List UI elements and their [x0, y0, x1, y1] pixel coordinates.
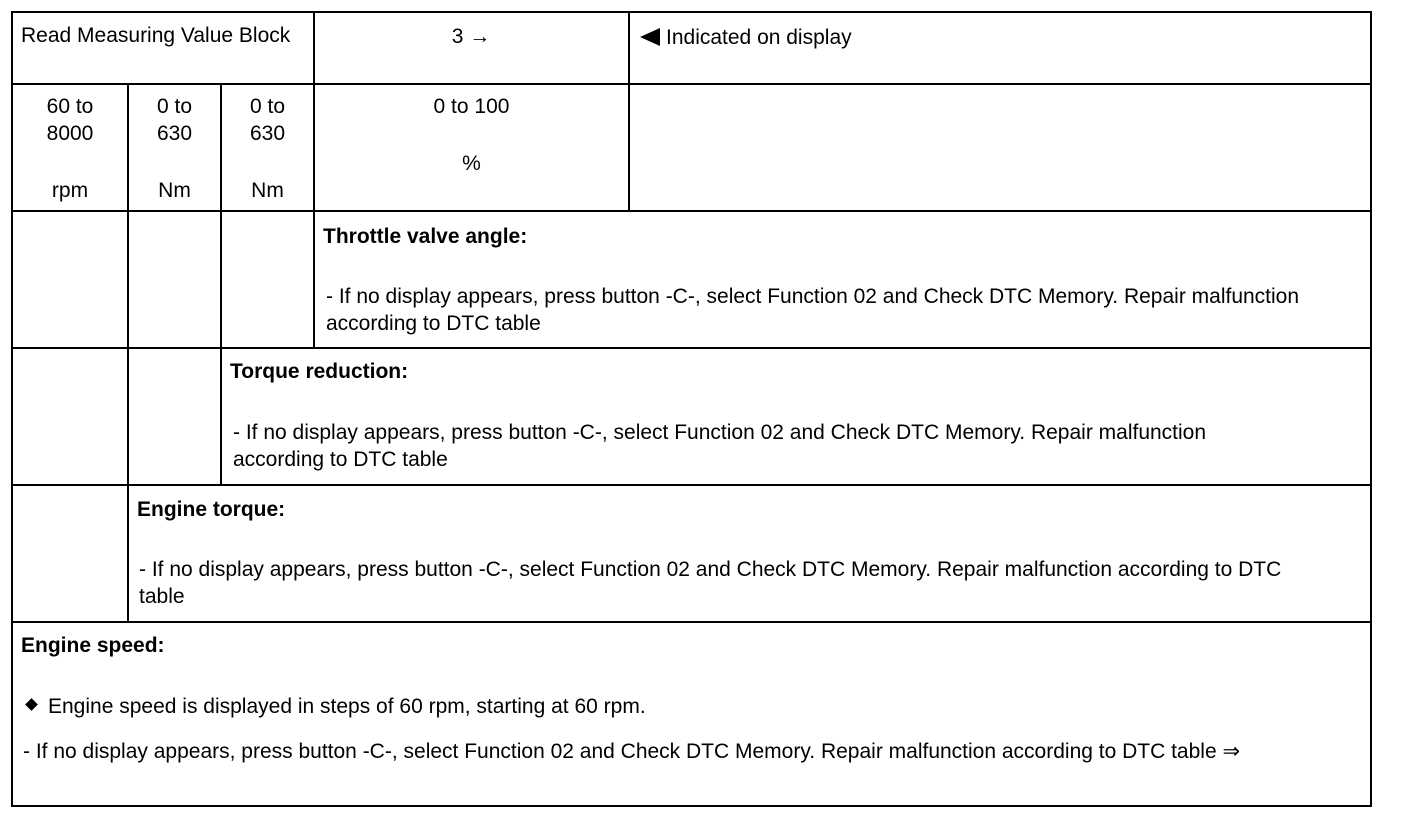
block-number-cell [314, 23, 628, 50]
range-engine-torque: 0 to 630 Nm [156, 95, 193, 202]
throttle-title: Throttle valve angle: [323, 225, 528, 248]
engine-speed-text: - If no display appears, press button -C-, select Function 02 and Check DTC Memory. Repair malfunction according to DTC table ⇒ [23, 740, 1241, 763]
range-engine-speed: 60 to 8000 rpm [46, 95, 94, 202]
engine-torque-title: Engine torque: [137, 498, 286, 521]
range-torque-reduction: 0 to 630 Nm [249, 95, 286, 202]
block-arrow-icon: → [469, 25, 491, 48]
engine-speed-bullet: Engine speed is displayed in steps of 60 rpm, starting at 60 rpm. [21, 693, 646, 720]
display-label: Indicated on display [666, 26, 852, 49]
row-divider [11, 484, 1372, 486]
column-divider [628, 11, 630, 211]
column-divider [313, 210, 315, 349]
block-title: Read Measuring Value Block [21, 24, 291, 47]
engine-speed-title: Engine speed: [21, 634, 165, 657]
torque-reduction-title: Torque reduction: [230, 360, 409, 383]
row-divider [11, 621, 1372, 623]
row-divider [11, 83, 1372, 85]
engine-torque-text: - If no display appears, press button -C-, select Function 02 and Check DTC Memory. Repair malfunction according to DTC table [139, 558, 1282, 608]
reference-arrow-icon[interactable]: ⇒ [1222, 740, 1241, 763]
row-divider [11, 347, 1372, 349]
range-throttle-angle: 0 to 100 % [433, 95, 510, 175]
block-number: 3 [451, 25, 464, 48]
diamond-bullet-icon [25, 698, 38, 711]
triangle-left-icon [640, 28, 660, 46]
throttle-text: - If no display appears, press button -C-, select Function 02 and Check DTC Memory. Repair malfunction according to DTC table [326, 285, 1300, 335]
torque-reduction-text: - If no display appears, press button -C-, select Function 02 and Check DTC Memory. Repair malfunction according to DTC table [233, 421, 1207, 471]
row-divider [11, 210, 1372, 212]
display-label-cell [640, 24, 852, 51]
